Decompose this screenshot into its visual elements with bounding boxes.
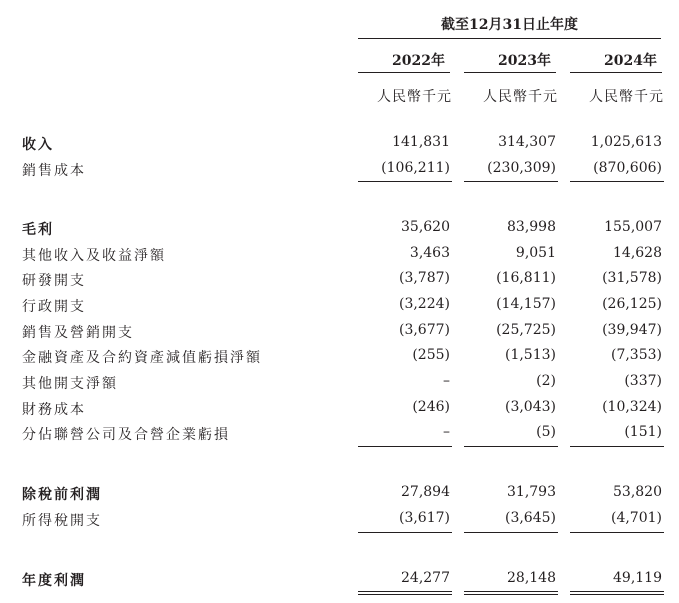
- value-2024: 14,628: [613, 245, 662, 261]
- subtotal-rule-2024: [570, 532, 664, 533]
- value-2022: 35,620: [401, 219, 450, 235]
- value-2023: (2): [536, 373, 556, 389]
- value-2022: (3,677): [398, 322, 450, 338]
- row-label: 毛利: [22, 222, 54, 238]
- unit-label-2023: 人民幣千元: [483, 89, 558, 105]
- unit-label-2024: 人民幣千元: [589, 89, 664, 105]
- subtotal-rule-2024: [570, 446, 664, 447]
- year-rule-2022: [358, 72, 450, 73]
- value-2023: 9,051: [515, 245, 556, 261]
- value-2023: (1,513): [504, 347, 556, 363]
- value-2022: (246): [412, 399, 450, 415]
- row-label: 年度利潤: [22, 573, 86, 589]
- value-2024: 53,820: [613, 484, 662, 500]
- total-double-rule-2023: [464, 591, 558, 595]
- period-header: 截至12月31日止年度: [441, 17, 578, 33]
- value-2022: (255): [412, 347, 450, 363]
- year-2022: 2022年: [392, 53, 445, 69]
- value-2024: (31,578): [602, 270, 662, 286]
- year-2024: 2024年: [604, 53, 657, 69]
- value-2022: (3,224): [398, 296, 450, 312]
- value-2024: (7,353): [610, 347, 662, 363]
- row-label: 分佔聯營公司及合營企業虧損: [22, 427, 230, 443]
- value-2023: (230,309): [487, 160, 556, 176]
- subtotal-rule-2022: [358, 181, 452, 182]
- value-2024: (4,701): [610, 510, 662, 526]
- value-2024: (870,606): [593, 160, 662, 176]
- row-label: 研發開支: [22, 273, 86, 289]
- year-rule-2023: [464, 72, 556, 73]
- subtotal-rule-2023: [464, 532, 558, 533]
- subtotal-rule-2022: [358, 446, 452, 447]
- row-label: 其他收入及收益淨額: [22, 248, 166, 264]
- year-rule-2024: [570, 72, 662, 73]
- total-double-rule-2024: [570, 591, 664, 595]
- subtotal-rule-2023: [464, 181, 558, 182]
- value-2022: –: [443, 373, 450, 389]
- year-2023: 2023年: [498, 53, 551, 69]
- value-2023: (25,725): [496, 322, 556, 338]
- value-2024: 1,025,613: [590, 134, 662, 150]
- row-label: 行政開支: [22, 299, 86, 315]
- value-2024: 155,007: [604, 219, 662, 235]
- row-label: 財務成本: [22, 402, 86, 418]
- subtotal-rule-2023: [464, 446, 558, 447]
- value-2023: 28,148: [507, 570, 556, 586]
- total-double-rule-2022: [358, 591, 452, 595]
- value-2023: 314,307: [498, 134, 556, 150]
- value-2022: 3,463: [409, 245, 450, 261]
- value-2024: (151): [624, 424, 662, 440]
- row-label: 銷售及營銷開支: [22, 325, 134, 341]
- unit-label-2022: 人民幣千元: [377, 89, 452, 105]
- value-2022: 27,894: [401, 484, 450, 500]
- row-label: 所得稅開支: [22, 513, 102, 529]
- value-2022: –: [443, 424, 450, 440]
- value-2023: (3,645): [504, 510, 556, 526]
- value-2023: (3,043): [504, 399, 556, 415]
- value-2023: (16,811): [496, 270, 556, 286]
- row-label: 除稅前利潤: [22, 487, 102, 503]
- row-label: 銷售成本: [22, 163, 86, 179]
- value-2023: (14,157): [496, 296, 556, 312]
- value-2022: (3,617): [398, 510, 450, 526]
- row-label: 其他開支淨額: [22, 376, 118, 392]
- value-2024: 49,119: [613, 570, 662, 586]
- value-2024: (39,947): [602, 322, 662, 338]
- row-label: 金融資產及合約資產減值虧損淨額: [22, 350, 262, 366]
- value-2022: (3,787): [398, 270, 450, 286]
- value-2024: (26,125): [602, 296, 662, 312]
- subtotal-rule-2024: [570, 181, 664, 182]
- value-2022: (106,211): [381, 160, 450, 176]
- period-header-rule: [358, 38, 661, 39]
- row-label: 收入: [22, 137, 54, 153]
- value-2023: 83,998: [507, 219, 556, 235]
- subtotal-rule-2022: [358, 532, 452, 533]
- value-2022: 24,277: [401, 570, 450, 586]
- value-2024: (337): [624, 373, 662, 389]
- value-2022: 141,831: [392, 134, 450, 150]
- value-2024: (10,324): [602, 399, 662, 415]
- value-2023: (5): [536, 424, 556, 440]
- value-2023: 31,793: [507, 484, 556, 500]
